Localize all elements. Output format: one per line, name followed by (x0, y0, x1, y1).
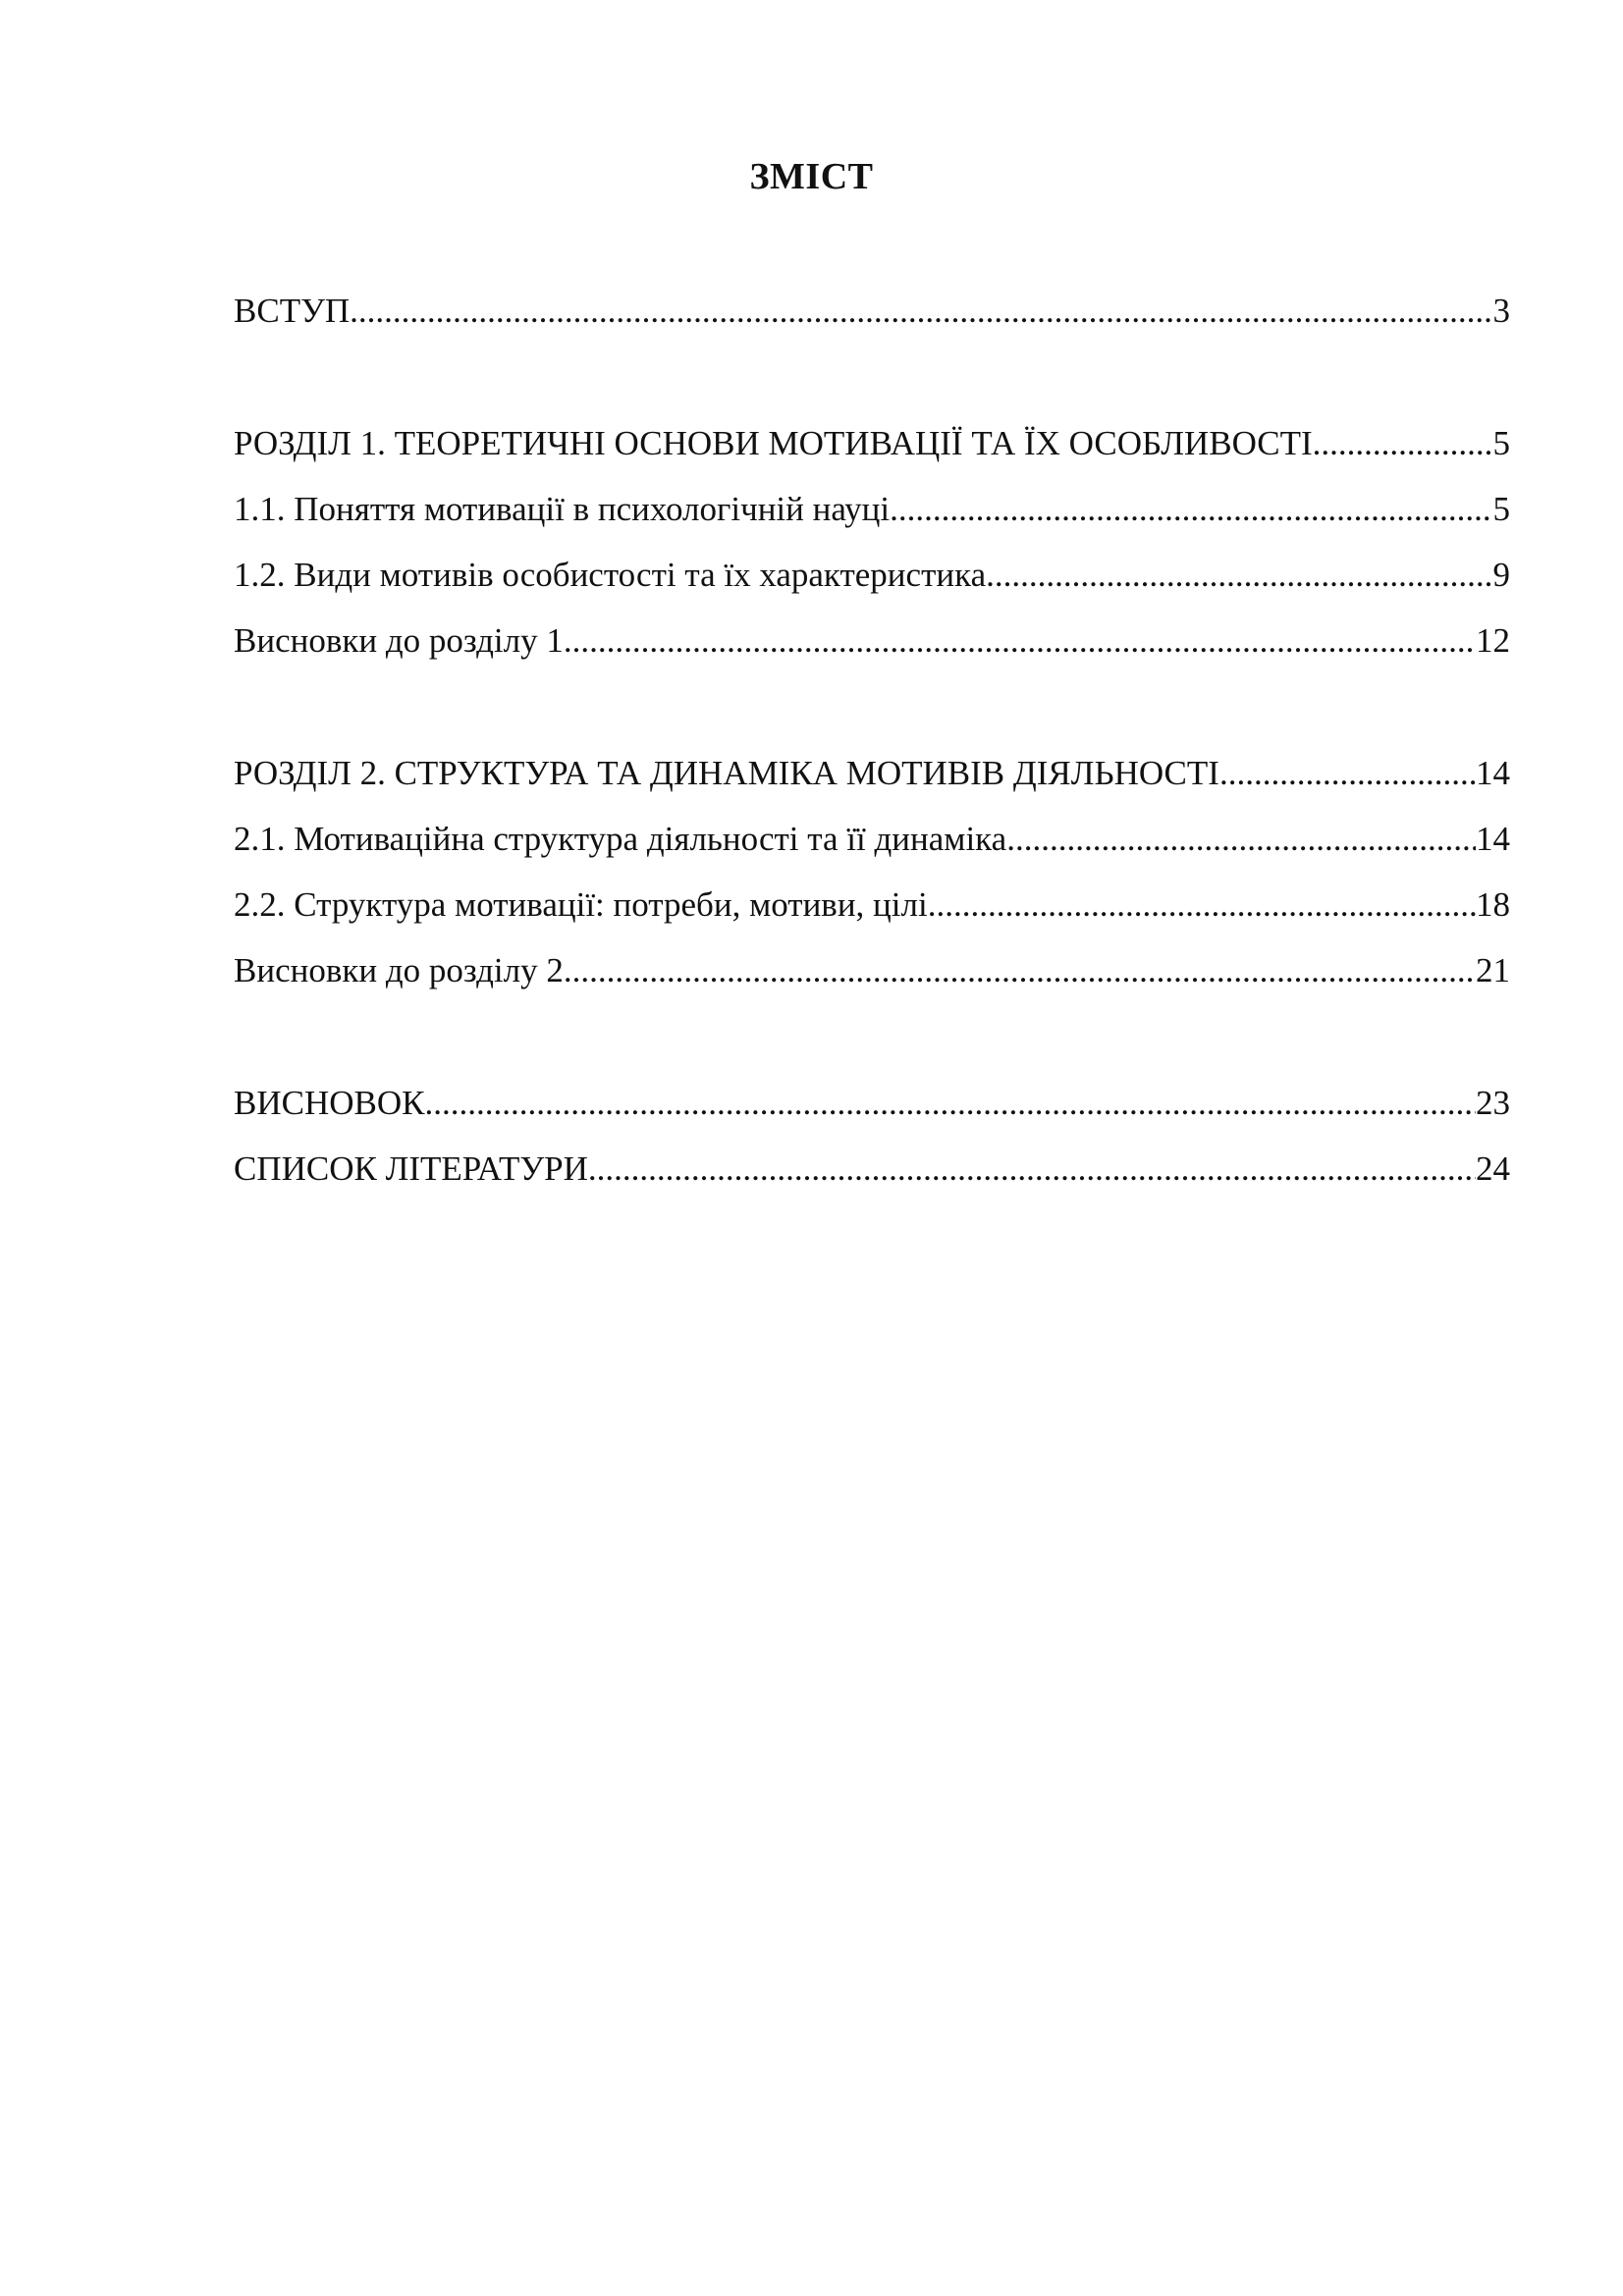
toc-entry-section-2-1[interactable] (234, 815, 1510, 864)
toc-entry-label: 1.2. Види мотивів особистості та їх характеристика (234, 556, 987, 594)
toc-entry-section-1-2[interactable] (234, 551, 1510, 600)
toc-dot-leader (1219, 749, 1476, 798)
toc-page-number: 14 (1476, 754, 1510, 792)
toc-page-number: 5 (1492, 490, 1510, 528)
toc-entry-section-1-1[interactable] (234, 485, 1510, 534)
toc-dot-leader (890, 485, 1492, 534)
toc-entry-label: ВСТУП (234, 292, 351, 330)
toc-entry-label: Висновки до розділу 2 (234, 951, 564, 989)
toc-page-number: 12 (1476, 621, 1510, 660)
toc-entry-chapter-2[interactable] (234, 749, 1510, 798)
toc-entry-section-2-2[interactable] (234, 881, 1510, 930)
toc-page-number: 9 (1492, 556, 1510, 594)
toc-entry-intro[interactable] (234, 287, 1510, 336)
toc-page-number: 5 (1492, 424, 1510, 462)
toc-dot-leader (424, 1079, 1476, 1128)
toc-dot-leader (1313, 419, 1493, 468)
toc-entry-conclusion[interactable] (234, 1079, 1510, 1128)
toc-page-number: 21 (1476, 951, 1510, 989)
toc-entry-conclusions-2[interactable] (234, 946, 1510, 995)
toc-dot-leader (986, 551, 1492, 600)
toc-dot-leader (928, 881, 1476, 930)
toc-entry-label: Висновки до розділу 1 (234, 621, 564, 660)
toc-entry-label: 2.2. Структура мотивації: потреби, мотиви, цілі (234, 885, 928, 924)
toc-entry-label: РОЗДІЛ 1. ТЕОРЕТИЧНІ ОСНОВИ МОТИВАЦІЇ ТА ЇХ ОСОБЛИВОСТІ (234, 424, 1313, 462)
toc-page-number: 23 (1476, 1084, 1510, 1122)
toc-dot-leader (1006, 815, 1476, 864)
toc-dot-leader (350, 287, 1492, 336)
toc-entry-label: 2.1. Мотиваційна структура діяльності та її динаміка (234, 820, 1007, 858)
toc-page-number: 3 (1492, 292, 1510, 330)
toc-page-number: 24 (1476, 1149, 1510, 1188)
toc-dot-leader (564, 946, 1476, 995)
toc-entry-conclusions-1[interactable] (234, 616, 1510, 666)
toc-entry-chapter-1[interactable] (234, 419, 1510, 468)
toc-page-number: 18 (1476, 885, 1510, 924)
page-title: ЗМІСТ (749, 156, 874, 197)
toc-entry-label: СПИСОК ЛІТЕРАТУРИ (234, 1149, 588, 1188)
toc-page-number: 14 (1476, 820, 1510, 858)
toc-entry-label: ВИСНОВОК (234, 1084, 425, 1122)
toc-entry-label: РОЗДІЛ 2. СТРУКТУРА ТА ДИНАМІКА МОТИВІВ ДІЯЛЬНОСТІ (234, 754, 1219, 792)
toc-entry-label: 1.1. Поняття мотивації в психологічній науці (234, 490, 891, 528)
toc-entry-references[interactable] (234, 1145, 1510, 1194)
toc-dot-leader (588, 1145, 1476, 1194)
toc-dot-leader (564, 616, 1476, 666)
